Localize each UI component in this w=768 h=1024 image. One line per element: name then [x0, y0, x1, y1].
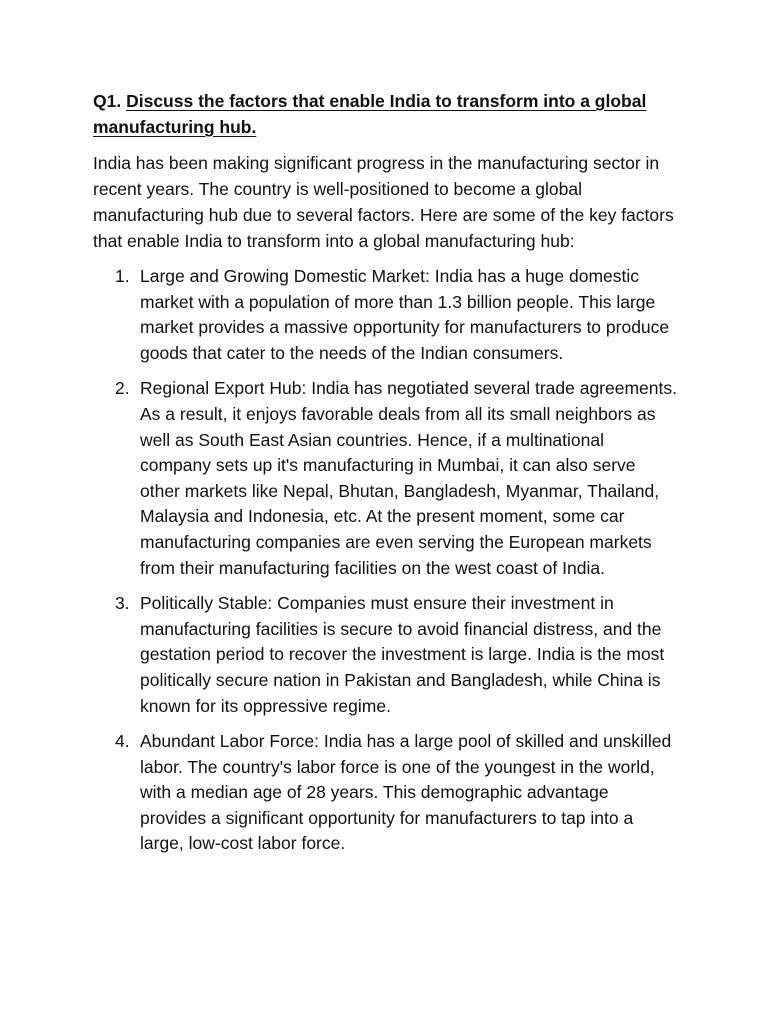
question-heading	[93, 88, 678, 140]
intro-paragraph: India has been making significant progress in the manufacturing sector in recent years. The country is well-positioned to become a global manufacturing hub due to several factors. Here are some of the key factors that enable India to transform into a global manufacturing hub:	[93, 153, 674, 251]
list-item-number: 3.	[115, 593, 130, 614]
list-item	[93, 376, 678, 581]
list-item-number: 2.	[115, 378, 130, 399]
list-item-number: 4.	[115, 731, 130, 752]
list-item	[93, 264, 678, 366]
list-item	[93, 729, 678, 857]
list-item-text: Politically Stable: Companies must ensure their investment in manufacturing facilities is secure to avoid financial distress, and the gestation period to recover the investment is large. India is the most politically secure nation in Pakistan and Bangladesh, while China is known for its oppressive regime.	[140, 593, 665, 716]
question-prompt: Discuss the factors that enable India to transform into a global manufacturing hub.	[93, 91, 647, 137]
question-label: Q1.	[93, 91, 122, 111]
list-item-number: 1.	[115, 266, 130, 286]
list-item	[93, 591, 678, 719]
list-item-text: Large and Growing Domestic Market: India has a huge domestic market with a population of more than 1.3 billion people. This large market provides a massive opportunity for manufacturers to produce goods that cater to the needs of the Indian consumers.	[140, 266, 670, 363]
list-item-text: Regional Export Hub: India has negotiated several trade agreements. As a result, it enjoys favorable deals from all its small neighbors as well as South East Asian countries. Hence, if a multinational company sets up it's manufacturing in Mumbai, it can also serve other markets like Nepal, Bhutan, Bangladesh, Myanmar, Thailand, Malaysia and Indonesia, etc. At the present moment, some car manufacturing companies are even serving the European markets from their manufacturing facilities on the west coast of India.	[140, 378, 677, 578]
document-page	[93, 88, 678, 867]
factors-list	[93, 264, 678, 857]
list-item-text: Abundant Labor Force: India has a large pool of skilled and unskilled labor. The country's labor force is one of the youngest in the world, with a median age of 28 years. This demographic advantage provides a significant opportunity for manufacturers to tap into a large, low-cost labor force.	[140, 731, 672, 854]
